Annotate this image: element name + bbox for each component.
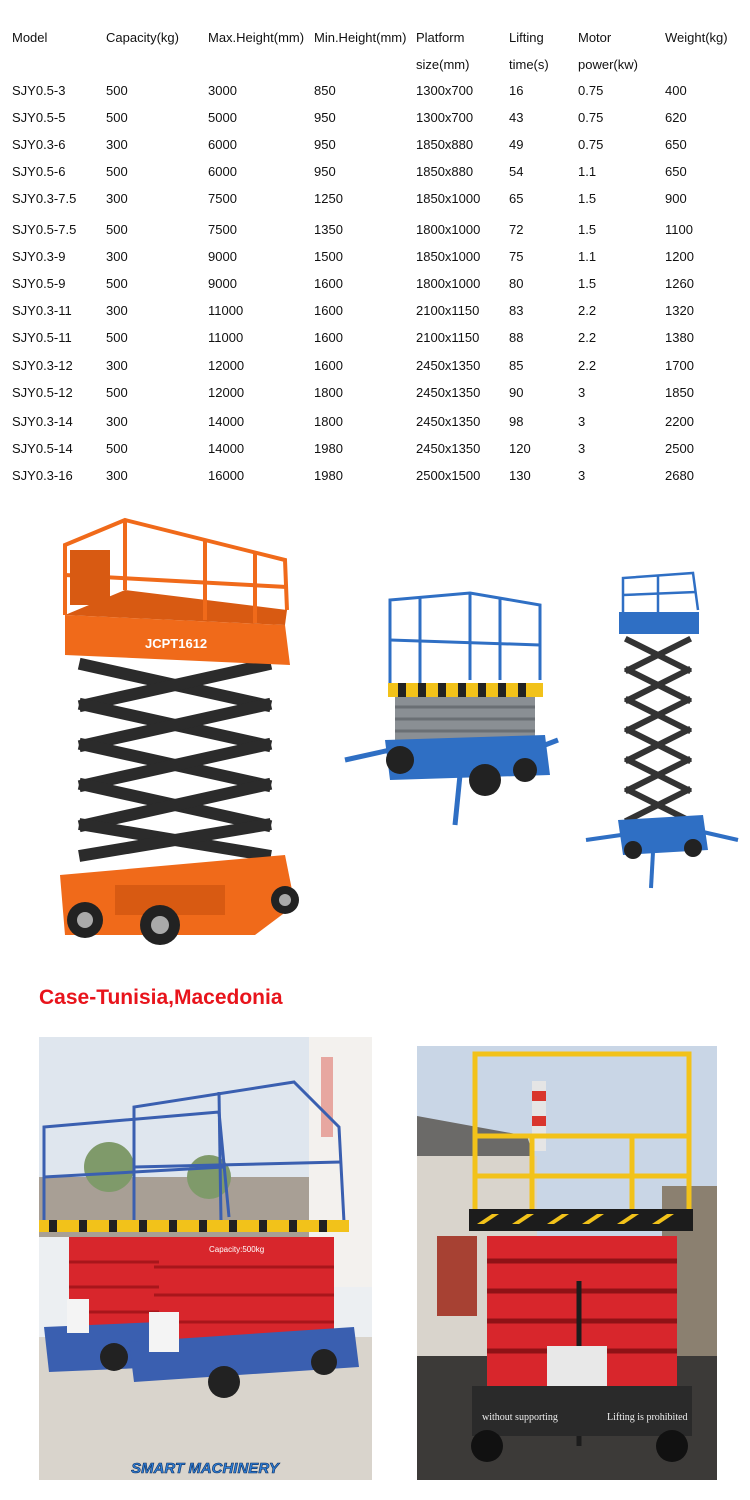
blue-mobile-lift-image [340, 585, 560, 830]
table-cell: 1380 [665, 330, 694, 345]
header-motor: Motor [578, 30, 612, 45]
case-photo-tunisia [39, 1037, 372, 1480]
table-cell: 1300x700 [416, 110, 474, 125]
table-cell: 9000 [208, 276, 237, 291]
table-cell: 2200 [665, 414, 694, 429]
header-weight: Weight(kg) [665, 30, 728, 45]
table-cell: 2680 [665, 468, 694, 483]
table-cell: 98 [509, 414, 524, 429]
blue-tall-lift-image [583, 570, 743, 890]
table-cell: 120 [509, 441, 531, 456]
table-cell: 83 [509, 303, 524, 318]
table-cell: 1850x880 [416, 137, 474, 152]
table-cell: 3 [578, 414, 586, 429]
header-platform: Platform [416, 30, 465, 45]
table-cell: 500 [106, 83, 128, 98]
table-cell: 300 [106, 358, 128, 373]
table-cell: 0.75 [578, 137, 604, 152]
table-cell: 2450x1350 [416, 385, 481, 400]
table-cell: 500 [106, 164, 128, 179]
table-cell: 75 [509, 249, 524, 264]
table-cell: 500 [106, 330, 128, 345]
table-cell: SJY0.3-14 [12, 414, 73, 429]
smart-machinery-watermark: SMART MACHINERY [131, 1460, 279, 1477]
table-cell: SJY0.5-5 [12, 110, 66, 125]
table-cell: 1260 [665, 276, 694, 291]
table-cell: 2100x1150 [416, 330, 480, 345]
table-cell: SJY0.3-7.5 [12, 191, 77, 206]
table-cell: 500 [106, 110, 128, 125]
table-cell: 12000 [208, 358, 245, 373]
table-cell: 6000 [208, 164, 237, 179]
table-cell: SJY0.5-7.5 [12, 222, 77, 237]
table-cell: 1.5 [578, 191, 597, 206]
table-cell: 1600 [314, 303, 343, 318]
table-cell: 300 [106, 137, 128, 152]
table-cell: 65 [509, 191, 524, 206]
table-cell: 12000 [208, 385, 245, 400]
header-lifting-unit: time(s) [509, 57, 549, 72]
table-cell: 90 [509, 385, 524, 400]
table-cell: 2450x1350 [416, 441, 481, 456]
table-cell: 7500 [208, 222, 237, 237]
table-cell: 1.5 [578, 222, 597, 237]
table-cell: SJY0.5-9 [12, 276, 66, 291]
table-cell: 1850x880 [416, 164, 474, 179]
table-cell: 1850x1000 [416, 249, 481, 264]
table-cell: SJY0.3-16 [12, 468, 73, 483]
table-cell: 1350 [314, 222, 343, 237]
table-cell: 650 [665, 164, 687, 179]
case-title: Case-Tunisia,Macedonia [39, 986, 283, 1009]
table-cell: 650 [665, 137, 687, 152]
table-cell: 80 [509, 276, 524, 291]
table-cell: 1850x1000 [416, 191, 481, 206]
table-cell: 16 [509, 83, 524, 98]
table-cell: 2.2 [578, 330, 597, 345]
table-cell: 2500x1500 [416, 468, 481, 483]
table-cell: 3 [578, 468, 586, 483]
table-cell: 49 [509, 137, 524, 152]
table-cell: 1800x1000 [416, 276, 481, 291]
table-cell: 950 [314, 164, 336, 179]
table-cell: 1800x1000 [416, 222, 481, 237]
table-cell: SJY0.5-3 [12, 83, 66, 98]
table-cell: 72 [509, 222, 524, 237]
table-cell: 1980 [314, 468, 343, 483]
table-cell: 2450x1350 [416, 414, 481, 429]
table-cell: 3 [578, 441, 586, 456]
table-cell: 0.75 [578, 83, 604, 98]
table-cell: 16000 [208, 468, 245, 483]
orange-scissor-lift-image [55, 515, 305, 955]
table-cell: 1100 [665, 222, 693, 237]
table-cell: 7500 [208, 191, 237, 206]
table-cell: 1200 [665, 249, 694, 264]
table-cell: SJY0.3-6 [12, 137, 66, 152]
sign-without-supporting: without supporting [482, 1412, 558, 1423]
table-cell: 43 [509, 110, 524, 125]
table-cell: 2450x1350 [416, 358, 481, 373]
table-cell: 1600 [314, 358, 343, 373]
table-cell: 9000 [208, 249, 237, 264]
header-motor-unit: power(kw) [578, 57, 638, 72]
table-cell: 300 [106, 249, 128, 264]
table-cell: 300 [106, 191, 128, 206]
table-cell: 14000 [208, 414, 245, 429]
table-cell: 11000 [208, 303, 244, 318]
table-cell: 1300x700 [416, 83, 474, 98]
table-cell: SJY0.3-12 [12, 358, 73, 373]
table-cell: 130 [509, 468, 531, 483]
table-cell: 14000 [208, 441, 245, 456]
table-cell: 0.75 [578, 110, 604, 125]
table-cell: 2500 [665, 441, 694, 456]
table-cell: 500 [106, 385, 128, 400]
capacity-plate: Capacity:500kg [209, 1245, 265, 1254]
table-cell: 850 [314, 83, 336, 98]
table-cell: 500 [106, 222, 128, 237]
table-cell: SJY0.5-6 [12, 164, 66, 179]
sign-lifting-prohibited: Lifting is prohibited [607, 1412, 688, 1423]
table-cell: 85 [509, 358, 524, 373]
table-cell: 2.2 [578, 303, 597, 318]
table-cell: 1800 [314, 414, 343, 429]
table-cell: SJY0.5-11 [12, 330, 72, 345]
table-cell: 2100x1150 [416, 303, 480, 318]
table-cell: 1850 [665, 385, 694, 400]
table-cell: 11000 [208, 330, 244, 345]
table-cell: 400 [665, 83, 687, 98]
table-cell: 1.1 [578, 249, 597, 264]
table-cell: 1600 [314, 330, 343, 345]
table-cell: 1500 [314, 249, 343, 264]
table-cell: 620 [665, 110, 687, 125]
table-cell: 1800 [314, 385, 343, 400]
table-cell: 3000 [208, 83, 237, 98]
table-cell: SJY0.3-9 [12, 249, 66, 264]
header-platform-unit: size(mm) [416, 57, 470, 72]
table-cell: SJY0.3-11 [12, 303, 72, 318]
table-cell: 5000 [208, 110, 237, 125]
header-lifting: Lifting [509, 30, 544, 45]
table-cell: 900 [665, 191, 687, 206]
table-cell: 300 [106, 303, 128, 318]
table-cell: 1.5 [578, 276, 597, 291]
table-cell: 500 [106, 441, 128, 456]
table-cell: SJY0.5-12 [12, 385, 73, 400]
table-cell: 1.1 [578, 164, 597, 179]
table-cell: 300 [106, 468, 128, 483]
table-cell: 1700 [665, 358, 694, 373]
header-capacity: Capacity(kg) [106, 30, 179, 45]
table-cell: 1320 [665, 303, 694, 318]
table-cell: 88 [509, 330, 524, 345]
table-cell: 3 [578, 385, 586, 400]
table-cell: 300 [106, 414, 128, 429]
header-model: Model [12, 30, 48, 45]
table-cell: 1600 [314, 276, 343, 291]
table-cell: 6000 [208, 137, 237, 152]
table-cell: 500 [106, 276, 128, 291]
header-max-height: Max.Height(mm) [208, 30, 305, 45]
table-cell: 950 [314, 137, 336, 152]
table-cell: 950 [314, 110, 336, 125]
table-cell: 1250 [314, 191, 343, 206]
table-cell: 2.2 [578, 358, 597, 373]
table-cell: 54 [509, 164, 524, 179]
table-cell: 1980 [314, 441, 343, 456]
orange-lift-label: JCPT1612 [145, 636, 208, 651]
table-cell: SJY0.5-14 [12, 441, 73, 456]
case-photo-macedonia [417, 1046, 717, 1480]
header-min-height: Min.Height(mm) [314, 30, 407, 45]
